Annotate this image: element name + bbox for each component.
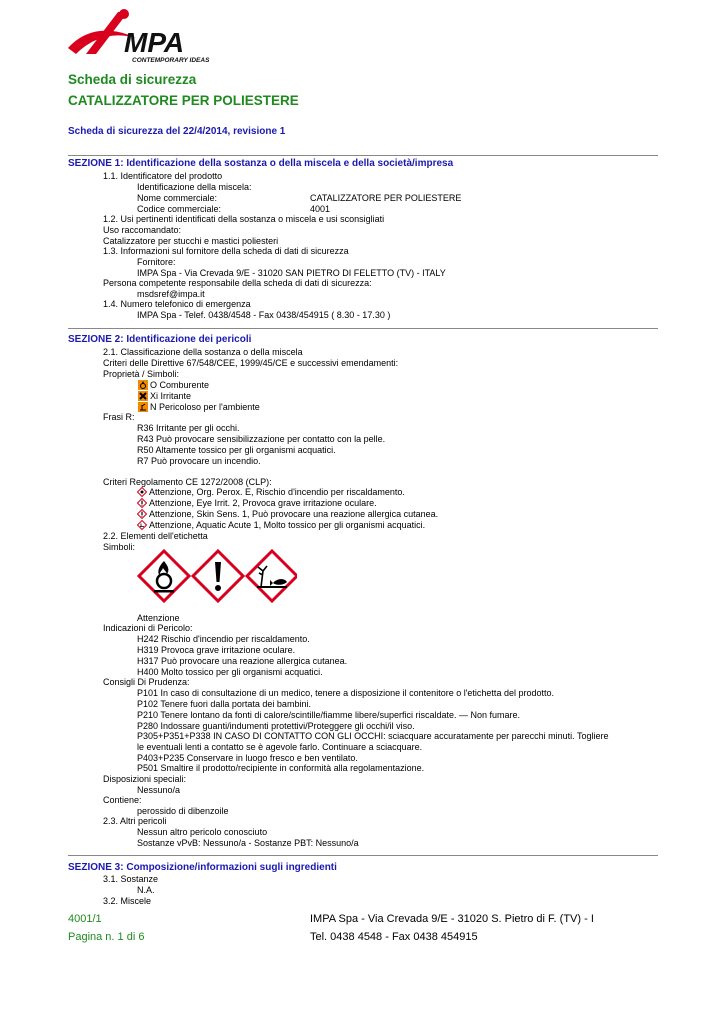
text-line: R43 Può provocare sensibilizzazione per contatto con la pelle. bbox=[137, 434, 386, 444]
email-text: msdsref@impa.it bbox=[137, 289, 205, 299]
oxidizing-icon bbox=[138, 380, 148, 390]
text-line: R36 Irritante per gli occhi. bbox=[137, 423, 240, 433]
text-line: 2.3. Altri pericoli bbox=[103, 816, 167, 826]
text-line: P305+P351+P338 IN CASO DI CONTATTO CON GLI OCCHI: sciacquare accuratamente per parecchi minuti. Togliere bbox=[137, 731, 609, 741]
ghs-flame-small-icon bbox=[137, 487, 147, 497]
text-line: H319 Provoca grave irritazione oculare. bbox=[137, 645, 296, 655]
text-line: Catalizzatore per stucchi e mastici poliesteri bbox=[103, 236, 279, 246]
text-line: Attenzione, Eye Irrit. 2, Provoca grave irritazione oculare. bbox=[149, 498, 377, 508]
ghs-environment-small-icon bbox=[137, 520, 147, 530]
text-line: Attenzione, Skin Sens. 1, Può provocare una reazione allergica cutanea. bbox=[149, 509, 439, 519]
ghs-environment-icon bbox=[247, 551, 297, 601]
revision-line: Scheda di sicurezza del 22/4/2014, revisione 1 bbox=[68, 126, 286, 137]
text-line: Contiene: bbox=[103, 795, 142, 805]
text-line: 1.3. Informazioni sul fornitore della scheda di dati di sicurezza bbox=[103, 246, 349, 256]
document-title: Scheda di sicurezza bbox=[68, 72, 197, 87]
text-line: Consigli Di Prudenza: bbox=[103, 677, 190, 687]
text-line: Nome commerciale: bbox=[137, 193, 218, 203]
text-line: H242 Rischio d'incendio per riscaldamento. bbox=[137, 634, 310, 644]
section-3-title: SEZIONE 3: Composizione/informazioni sugli ingredienti bbox=[68, 862, 337, 873]
footer-address: IMPA Spa - Via Crevada 9/E - 31020 S. Pietro di F. (TV) - I bbox=[310, 913, 594, 925]
text-line: R7 Può provocare un incendio. bbox=[137, 456, 261, 466]
text-line: Persona competente responsabile della scheda di dati di sicurezza: bbox=[103, 278, 372, 288]
footer-phone: Tel. 0438 4548 - Fax 0438 454915 bbox=[310, 931, 478, 943]
text-line: 2.1. Classificazione della sostanza o della miscela bbox=[103, 347, 303, 357]
text-line: 1.2. Usi pertinenti identificati della sostanza o miscela e usi sconsigliati bbox=[103, 214, 385, 224]
section-divider bbox=[68, 328, 658, 329]
signal-word: Attenzione bbox=[137, 613, 180, 623]
text-line: R50 Altamente tossico per gli organismi acquatici. bbox=[137, 445, 336, 455]
text-line: P101 In caso di consultazione di un medico, tenere a disposizione il contenitore o l'etichetta del prodotto. bbox=[137, 688, 554, 698]
ghs-exclamation-mark-icon bbox=[193, 551, 243, 601]
section-1-title: SEZIONE 1: Identificazione della sostanza o della miscela e della società/impresa bbox=[68, 158, 454, 169]
text-line: Fornitore: bbox=[137, 257, 176, 267]
text-line: Indicazioni di Pericolo: bbox=[103, 623, 193, 633]
text-line: IMPA Spa - Via Crevada 9/E - 31020 SAN PIETRO DI FELETTO (TV) - ITALY bbox=[137, 268, 446, 278]
text-line: Criteri delle Direttive 67/548/CEE, 1999/45/CE e successivi emendamenti: bbox=[103, 358, 399, 368]
svg-text:MPA: MPA bbox=[124, 27, 185, 58]
ghs-flame-over-circle-icon bbox=[139, 551, 189, 601]
text-line: 1.4. Numero telefonico di emergenza bbox=[103, 299, 251, 309]
text-line: 3.2. Miscele bbox=[103, 896, 152, 906]
symbol-label: Xi Irritante bbox=[150, 391, 192, 401]
text-line: P210 Tenere lontano da fonti di calore/scintille/fiamme libere/superfici riscaldate. — Non fumare. bbox=[137, 710, 521, 720]
product-title: CATALIZZATORE PER POLIESTERE bbox=[68, 93, 299, 108]
symbol-label: N Pericoloso per l'ambiente bbox=[150, 402, 260, 412]
text-line: P280 Indossare guanti/indumenti protettivi/Proteggere gli occhi/il viso. bbox=[137, 721, 415, 731]
section-divider bbox=[68, 155, 658, 156]
text-line: 3.1. Sostanze bbox=[103, 874, 159, 884]
section-divider bbox=[68, 855, 658, 856]
text-line: IMPA Spa - Telef. 0438/4548 - Fax 0438/454915 ( 8.30 - 17.30 ) bbox=[137, 310, 391, 320]
text-line: Proprietà / Simboli: bbox=[103, 369, 180, 379]
text-line: Identificazione della miscela: bbox=[137, 182, 252, 192]
text-line: Sostanze vPvB: Nessuno/a - Sostanze PBT: Nessuno/a bbox=[137, 838, 359, 848]
text-line: Frasi R: bbox=[103, 412, 135, 422]
impa-logo bbox=[66, 8, 214, 66]
symbol-label: O Comburente bbox=[150, 380, 210, 390]
ghs-exclamation-small-icon bbox=[137, 498, 147, 508]
text-line: Nessuno/a bbox=[137, 785, 181, 795]
irritant-icon bbox=[138, 391, 148, 401]
text-line: Uso raccomandato: bbox=[103, 225, 182, 235]
environment-icon bbox=[138, 402, 148, 412]
text-line: Criteri Regolamento CE 1272/2008 (CLP): bbox=[103, 477, 272, 487]
text-line: Nessun altro pericolo conosciuto bbox=[137, 827, 268, 837]
text-line: P501 Smaltire il prodotto/recipiente in conformità alla regolamentazione. bbox=[137, 763, 425, 773]
section-2-title: SEZIONE 2: Identificazione dei pericoli bbox=[68, 334, 252, 345]
text-line: Attenzione, Org. Perox. E, Rischio d'incendio per riscaldamento. bbox=[149, 487, 405, 497]
text-line: H317 Può provocare una reazione allergica cutanea. bbox=[137, 656, 348, 666]
text-line: 4001 bbox=[310, 204, 331, 214]
svg-text:CONTEMPORARY IDEAS: CONTEMPORARY IDEAS bbox=[132, 57, 210, 64]
text-line: N.A. bbox=[137, 885, 155, 895]
text-line: Simboli: bbox=[103, 542, 136, 552]
text-line: P102 Tenere fuori dalla portata dei bambini. bbox=[137, 699, 311, 709]
text-line: perossido di dibenzoile bbox=[137, 806, 229, 816]
footer-doc-code: 4001/1 bbox=[68, 913, 102, 925]
text-line: P403+P235 Conservare in luogo fresco e ben ventilato. bbox=[137, 753, 358, 763]
text-line: 2.2. Elementi dell'etichetta bbox=[103, 531, 208, 541]
text-line: H400 Molto tossico per gli organismi acquatici. bbox=[137, 667, 323, 677]
text-line: Attenzione, Aquatic Acute 1, Molto tossico per gli organismi acquatici. bbox=[149, 520, 426, 530]
ghs-exclamation-small-icon bbox=[137, 509, 147, 519]
text-line: le eventuali lenti a contatto se è agevole farlo. Continuare a sciacquare. bbox=[137, 742, 423, 752]
ghs-pictograms bbox=[137, 549, 297, 603]
footer-page-number: Pagina n. 1 di 6 bbox=[68, 931, 145, 943]
text-line: CATALIZZATORE PER POLIESTERE bbox=[310, 193, 462, 203]
text-line: Codice commerciale: bbox=[137, 204, 222, 214]
text-line: Disposizioni speciali: bbox=[103, 774, 187, 784]
text-line: 1.1. Identificatore del prodotto bbox=[103, 171, 223, 181]
